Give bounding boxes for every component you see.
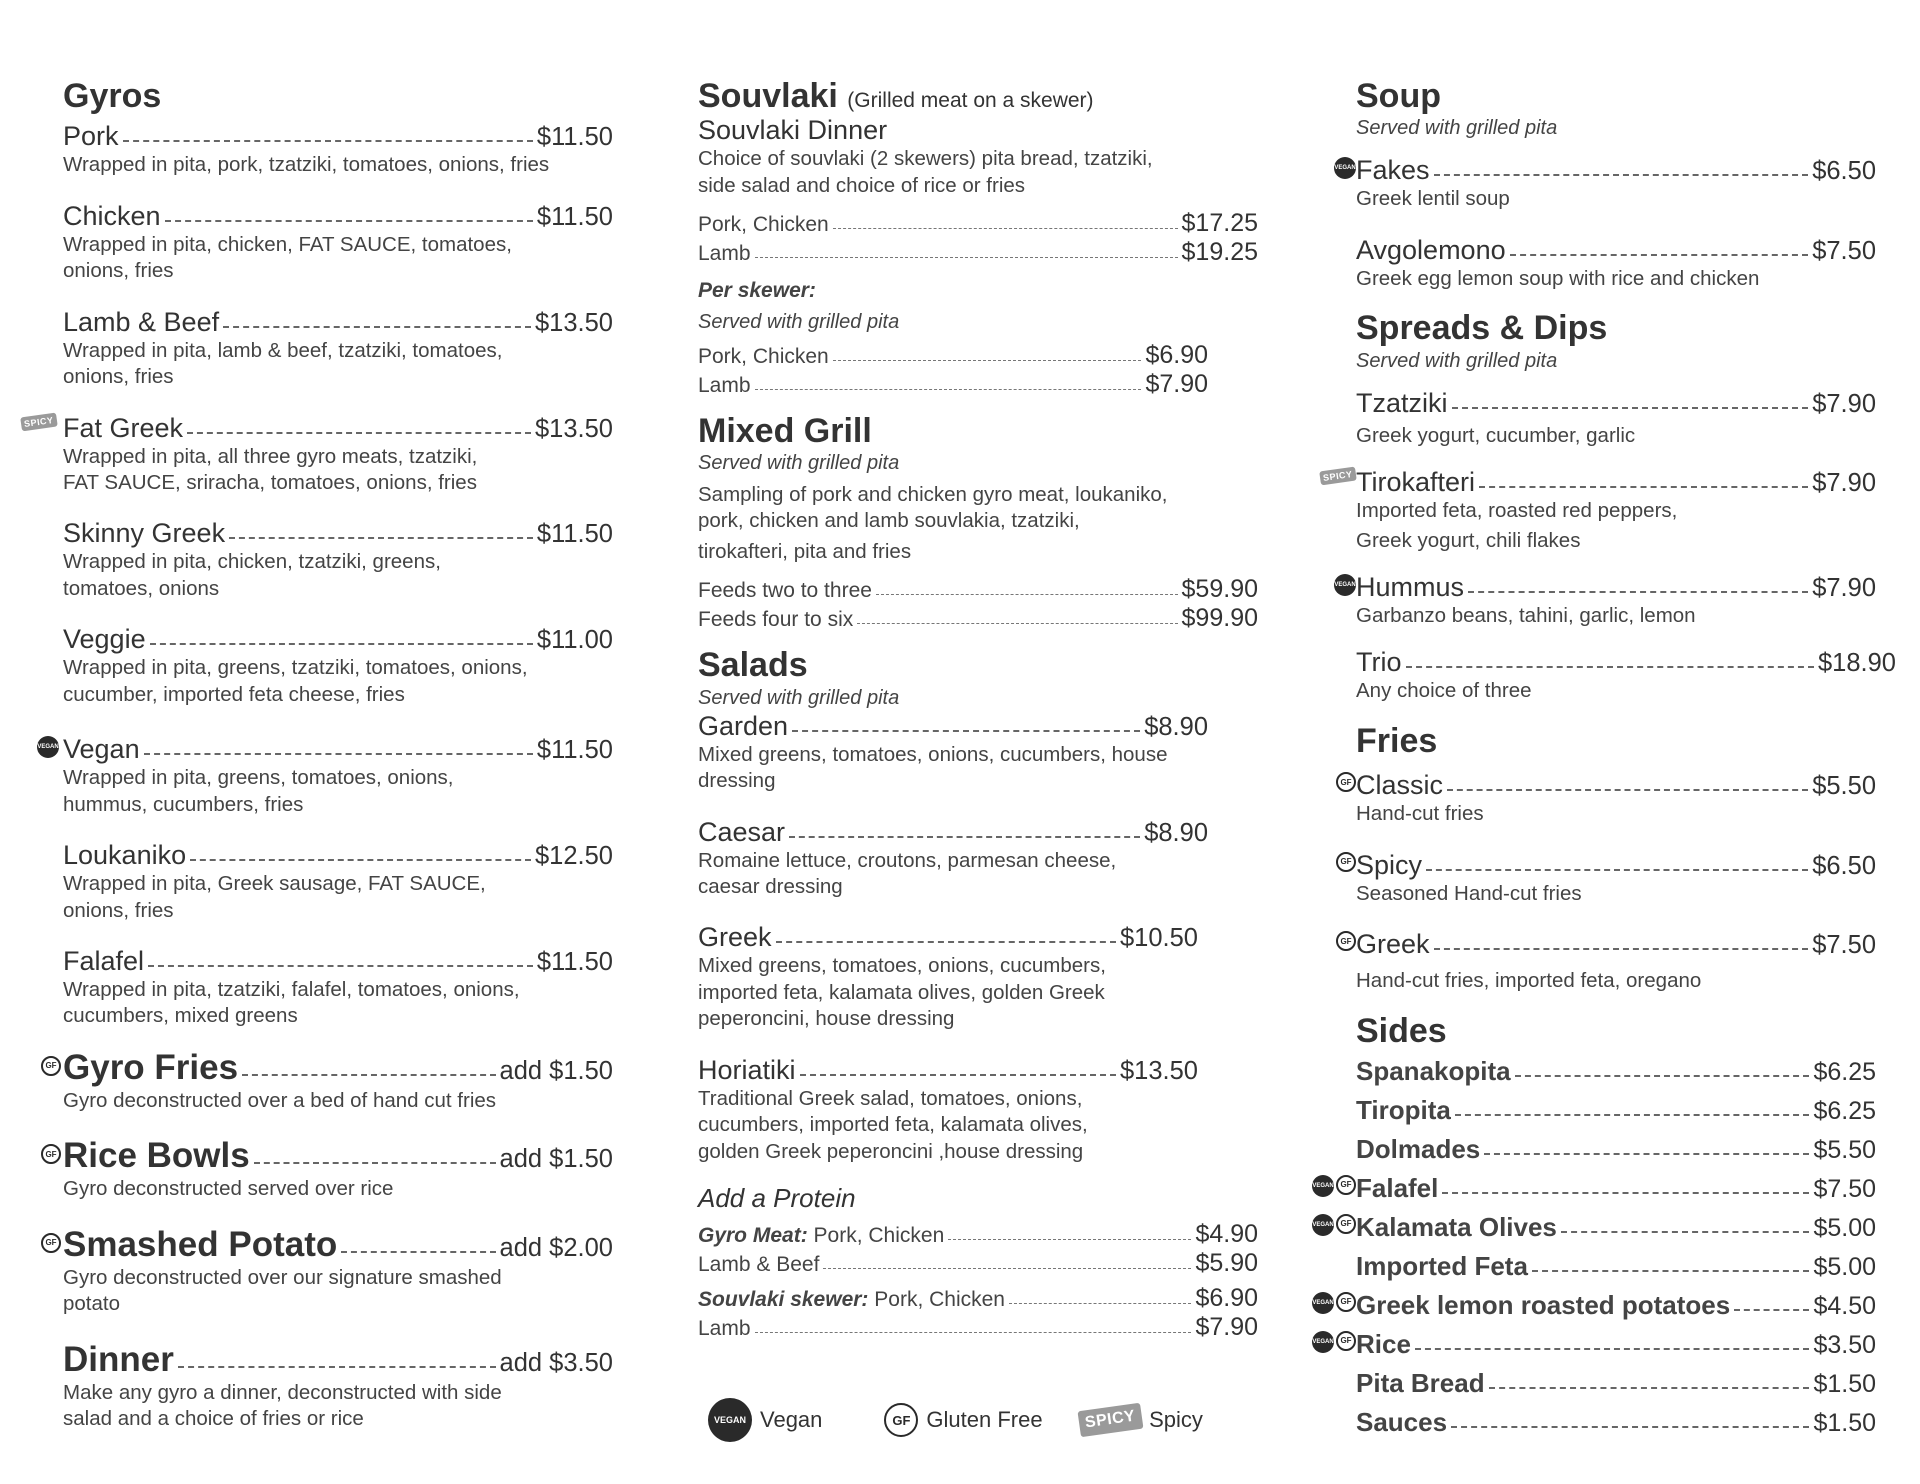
gluten-free-icon: GF — [1336, 852, 1356, 872]
menu-item-hummus: VEGAN Hummus $7.90 Garbanzo beans, tahini, garlic, lemon — [1334, 571, 1876, 627]
item-desc: Wrapped in pita, all three gyro meats, tzatziki, — [63, 444, 478, 468]
side-item: Sauces $1.50 — [1356, 1406, 1876, 1437]
souvlaki-dinner-desc: side salad and choice of rice or fries — [698, 173, 1026, 197]
price-row: Gyro Meat: Pork, Chicken $4.90 — [698, 1220, 1258, 1249]
sides-title: Sides — [1356, 1011, 1447, 1050]
side-item: Spanakopita $6.25 — [1356, 1055, 1876, 1086]
menu-item-spicy-fries: GF Spicy $6.50 Seasoned Hand-cut fries — [1356, 850, 1886, 907]
spicy-icon: SPICY — [21, 412, 58, 431]
item-desc: Gyro deconstructed over our signature smashed — [63, 1265, 502, 1289]
soup-title: Soup — [1356, 77, 1441, 115]
souvlaki-column — [698, 78, 1258, 1342]
mixed-grill-desc: Sampling of pork and chicken gyro meat, loukaniko, — [698, 483, 1168, 506]
menu-item-greek-salad: Greek $10.50 Mixed greens, tomatoes, onions, cucumbers, imported feta, kalamata olives, golden Greek peperoncini, house dressing — [698, 922, 1198, 1031]
gluten-free-icon: GF — [41, 1233, 61, 1253]
price-row: Lamb $19.25 — [698, 238, 1258, 267]
spicy-icon: SPICY — [1320, 467, 1357, 486]
item-price: add $2.00 — [499, 1233, 613, 1262]
gluten-free-icon: GF — [1336, 1331, 1356, 1351]
item-price: add $1.50 — [499, 1145, 613, 1174]
item-name: Falafel — [63, 945, 145, 976]
mixed-grill-desc: tirokafteri, pita and fries — [698, 539, 912, 563]
menu-item-rice-bowls — [45, 1136, 613, 1202]
side-item: VEGAN GF Kalamata Olives $5.00 — [1312, 1211, 1876, 1242]
item-name: Lamb & Beef — [63, 306, 220, 337]
menu-item-veggie — [63, 624, 613, 708]
menu-item-pork — [63, 121, 613, 178]
menu-item-loukaniko — [63, 840, 613, 924]
side-item: VEGAN GF Rice $3.50 — [1312, 1328, 1876, 1359]
souvlaki-dinner-title: Souvlaki Dinner — [698, 115, 888, 146]
gluten-free-icon: GF — [884, 1403, 918, 1437]
salads-title: Salads — [698, 646, 808, 685]
menu-item-horiatiki: Horiatiki $13.50 Traditional Greek salad, tomatoes, onions, cucumbers, imported feta, kalamata olives, golden Greek peperoncini ,house dressing — [698, 1054, 1198, 1163]
spreads-title: Spreads & Dips — [1356, 309, 1608, 348]
item-name: Smashed Potato — [63, 1224, 338, 1264]
item-desc: onions, fries — [63, 365, 174, 389]
salads-served: Served with grilled pita — [698, 686, 900, 709]
price-row: Pork, Chicken $6.90 — [698, 340, 1208, 369]
item-desc: Wrapped in pita, greens, tzatziki, tomatoes, onions, — [63, 656, 528, 680]
legend — [708, 1398, 1203, 1442]
menu-item-smashed-potato — [45, 1224, 613, 1318]
side-item: Imported Feta $5.00 — [1356, 1250, 1876, 1281]
item-desc: Wrapped in pita, greens, tomatoes, onions, — [63, 766, 454, 790]
item-name: Pork — [63, 121, 119, 152]
price-row: Lamb $7.90 — [698, 369, 1208, 398]
souvlaki-title: Souvlaki (Grilled meat on a skewer) — [698, 77, 1094, 115]
side-item: VEGAN GF Falafel $7.50 — [1312, 1172, 1876, 1203]
item-price: add $1.50 — [499, 1056, 613, 1085]
menu-item-classic-fries: GF Classic $5.50 Hand-cut fries — [1356, 770, 1886, 827]
item-desc: Wrapped in pita, Greek sausage, FAT SAUCE, — [63, 872, 486, 896]
gluten-free-icon: GF — [1336, 1214, 1356, 1234]
item-price: $12.50 — [535, 842, 613, 871]
item-price: $11.50 — [536, 947, 613, 976]
item-desc: Wrapped in pita, chicken, tzatziki, greens, — [63, 550, 441, 574]
gyros-column — [23, 77, 613, 1432]
item-name: Gyro Fries — [63, 1047, 239, 1087]
item-desc: tomatoes, onions — [63, 576, 220, 600]
item-price: $13.50 — [535, 414, 613, 443]
price-row: Lamb & Beef $5.90 — [698, 1249, 1258, 1278]
item-name: Skinny Greek — [63, 518, 226, 549]
price-row: Feeds two to three $59.90 — [698, 575, 1258, 604]
item-name: Vegan — [63, 734, 140, 765]
item-desc: Gyro deconstructed over a bed of hand cut fries — [63, 1088, 497, 1112]
spicy-icon: SPICY — [1077, 1403, 1143, 1437]
vegan-icon: VEGAN — [708, 1398, 752, 1442]
gyros-title: Gyros — [63, 77, 162, 115]
side-item: Pita Bread $1.50 — [1356, 1367, 1876, 1398]
menu-item-skinny-greek — [63, 518, 613, 602]
price-row: Souvlaki skewer: Pork, Chicken $6.90 — [698, 1284, 1258, 1313]
mixed-grill-desc: pork, chicken and lamb souvlakia, tzatziki, — [698, 509, 1080, 533]
menu-item-garden: Garden $8.90 Mixed greens, tomatoes, onions, cucumbers, house dressing — [698, 710, 1208, 793]
legend-vegan: VEGAN Vegan — [708, 1398, 822, 1442]
menu-item-tzatziki: Tzatziki $7.90 Greek yogurt, cucumber, garlic — [1356, 387, 1876, 447]
item-desc: FAT SAUCE, sriracha, tomatoes, onions, fries — [63, 471, 477, 495]
per-skewer-served: Served with grilled pita — [698, 310, 900, 333]
side-item: Dolmades $5.50 — [1356, 1133, 1876, 1164]
item-desc: onions, fries — [63, 259, 174, 283]
item-price: $11.50 — [536, 736, 613, 765]
vegan-icon: VEGAN — [1312, 1214, 1334, 1236]
item-name: Dinner — [63, 1339, 174, 1379]
souvlaki-dinner-desc: Choice of souvlaki (2 skewers) pita bread, tzatziki, — [698, 147, 1153, 171]
item-desc: cucumbers, mixed greens — [63, 1004, 298, 1028]
side-item: VEGAN GF Greek lemon roasted potatoes $4.50 — [1312, 1289, 1876, 1320]
menu-item-chicken — [63, 201, 613, 285]
item-desc: Make any gyro a dinner, deconstructed with side — [63, 1380, 502, 1404]
item-desc: Wrapped in pita, tzatziki, falafel, tomatoes, onions, — [63, 977, 520, 1001]
gluten-free-icon: GF — [41, 1056, 61, 1076]
vegan-icon: VEGAN — [1334, 157, 1356, 179]
soup-column — [1312, 77, 1896, 1446]
item-name: Chicken — [63, 200, 161, 231]
item-price: $11.00 — [536, 626, 613, 655]
item-desc: potato — [63, 1292, 120, 1316]
vegan-icon: VEGAN — [37, 736, 59, 758]
item-desc: Gyro deconstructed served over rice — [63, 1177, 394, 1201]
menu-item-vegan — [37, 734, 613, 818]
item-desc: Wrapped in pita, pork, tzatziki, tomatoes, onions, fries — [63, 153, 550, 177]
item-price: $11.50 — [536, 123, 613, 152]
spreads-served: Served with grilled pita — [1356, 349, 1558, 372]
item-desc: hummus, cucumbers, fries — [63, 792, 304, 816]
price-row: Pork, Chicken $17.25 — [698, 209, 1258, 238]
item-name: Rice Bowls — [63, 1136, 250, 1176]
legend-spicy: SPICY Spicy — [1079, 1407, 1203, 1433]
item-price: add $3.50 — [499, 1348, 613, 1377]
mixed-grill-title: Mixed Grill — [698, 411, 872, 450]
menu-item-gyro-fries — [45, 1047, 613, 1114]
price-row: Feeds four to six $99.90 — [698, 604, 1258, 633]
menu-item-fakes: VEGAN Fakes $6.50 Greek lentil soup — [1334, 155, 1876, 211]
menu-item-dinner — [63, 1340, 613, 1433]
item-desc: salad and a choice of fries or rice — [63, 1407, 364, 1431]
item-desc: onions, fries — [63, 898, 174, 922]
item-desc: Wrapped in pita, chicken, FAT SAUCE, tomatoes, — [63, 232, 512, 256]
item-name: Fat Greek — [63, 412, 184, 443]
souvlaki-note: (Grilled meat on a skewer) — [847, 89, 1094, 112]
gluten-free-icon: GF — [41, 1144, 61, 1164]
item-desc: cucumber, imported feta cheese, fries — [63, 682, 405, 706]
legend-gluten-free: GF Gluten Free — [884, 1403, 1042, 1437]
gluten-free-icon: GF — [1336, 1292, 1356, 1312]
item-price: $11.50 — [536, 520, 613, 549]
vegan-icon: VEGAN — [1334, 574, 1356, 596]
item-price: $13.50 — [535, 308, 613, 337]
vegan-icon: VEGAN — [1312, 1331, 1334, 1353]
menu-item-fat-greek — [23, 412, 613, 497]
menu-item-avgolemono: Avgolemono $7.50 Greek egg lemon soup with rice and chicken — [1356, 234, 1876, 290]
fries-title: Fries — [1356, 721, 1438, 760]
menu-item-tirokafteri: SPICY Tirokafteri $7.90 Imported feta, roasted red peppers, Greek yogurt, chili flakes — [1356, 467, 1886, 554]
item-name: Loukaniko — [63, 840, 187, 871]
menu-item-trio: Trio $18.90 Any choice of three — [1356, 647, 1896, 703]
menu-item-lamb-beef — [63, 307, 613, 391]
mixed-grill-served: Served with grilled pita — [698, 452, 900, 474]
item-name: Veggie — [63, 624, 146, 655]
soup-served: Served with grilled pita — [1356, 117, 1558, 140]
item-desc: Wrapped in pita, lamb & beef, tzatziki, tomatoes, — [63, 338, 503, 362]
menu-item-caesar: Caesar $8.90 Romaine lettuce, croutons, parmesan cheese, caesar dressing — [698, 816, 1208, 899]
price-row: Lamb $7.90 — [698, 1313, 1258, 1342]
gluten-free-icon: GF — [1336, 931, 1356, 951]
item-price: $11.50 — [536, 202, 613, 231]
add-protein-title: Add a Protein — [698, 1183, 856, 1214]
gluten-free-icon: GF — [1336, 772, 1356, 792]
vegan-icon: VEGAN — [1312, 1175, 1334, 1197]
menu-item-greek-fries: GF Greek $7.50 Hand-cut fries, imported feta, oregano — [1356, 929, 1886, 994]
menu-item-falafel — [63, 946, 613, 1030]
vegan-icon: VEGAN — [1312, 1292, 1334, 1314]
gluten-free-icon: GF — [1336, 1175, 1356, 1195]
side-item: Tiropita $6.25 — [1356, 1094, 1876, 1125]
per-skewer-label: Per skewer: — [698, 279, 816, 303]
